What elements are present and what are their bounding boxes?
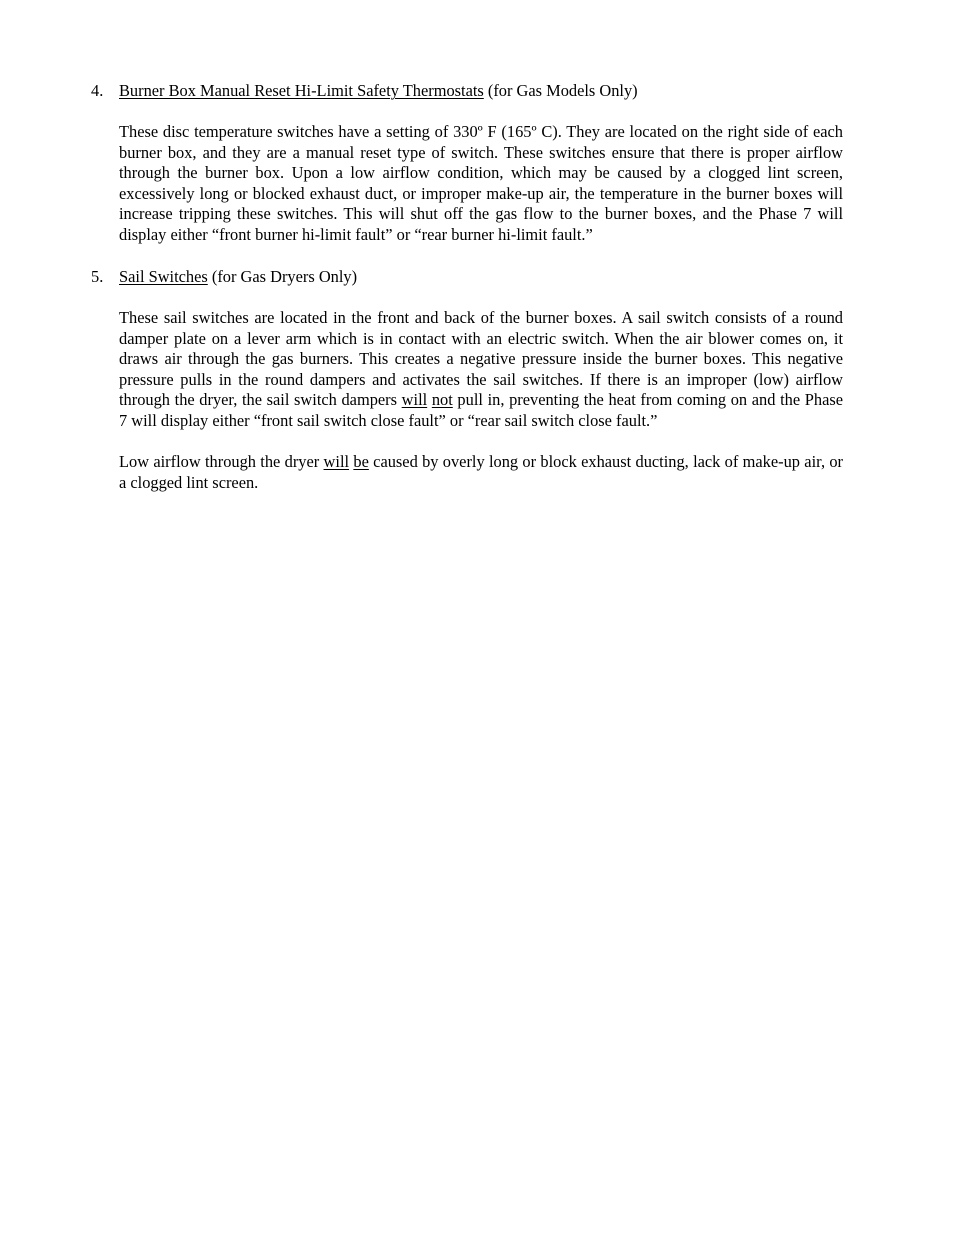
item-5-paragraph-text-1: These sail switches are located in the front and back of the burner boxes. A sail switch consists of a round damper plate on a lever arm which is in contact with an electric switch. When the air blower comes on, it draws air through the gas burners. This creates a negative pressure inside the burner boxes. This negative pressure pulls in the round dampers and activates the sail switches. If there is an improper (low) airflow through the dryer, the sail switch dampers bbox=[119, 308, 843, 410]
item-4-title-suffix: (for Gas Models Only) bbox=[483, 81, 638, 100]
item-5-note-emphasis-be: be bbox=[353, 452, 369, 471]
item-4-title bbox=[119, 81, 638, 102]
item-5-title bbox=[119, 267, 357, 288]
item-4-heading bbox=[91, 81, 843, 102]
item-5-title-underlined: Sail Switches bbox=[119, 267, 208, 286]
item-4-title-underlined: Burner Box Manual Reset Hi-Limit Safety Thermostats bbox=[119, 81, 484, 100]
item-4-number: 4. bbox=[91, 81, 104, 100]
item-5-emphasis-not: not bbox=[431, 390, 453, 410]
item-5-note-emphasis-will: will bbox=[323, 452, 350, 471]
item-5-paragraph bbox=[119, 308, 843, 432]
item-5-title-suffix: (for Gas Dryers Only) bbox=[207, 267, 358, 286]
item-5-note-paragraph bbox=[119, 452, 843, 493]
item-5-number: 5. bbox=[91, 267, 104, 286]
item-5-note-text-2: caused by overly long or block exhaust ducting, lack of make-up air, or a clogged lint screen. bbox=[119, 452, 844, 492]
item-5-heading bbox=[91, 267, 843, 288]
item-4-paragraph: These disc temperature switches have a setting of 330º F (165º C). They are located on the right side of each burner box, and they are a manual reset type of switch. These switches ensure that there is proper airflow through the burner box. Upon a low airflow condition, which may be caused by a clogged lint screen, excessively long or blocked exhaust duct, or improper make-up air, the temperature in the burner boxes will increase tripping these switches. This will shut off the gas flow to the burner boxes, and the Phase 7 will display either “front burner hi-limit fault” or “rear burner hi-limit fault.” bbox=[119, 122, 843, 244]
item-5-note-text-1: Low airflow through the dryer bbox=[119, 452, 324, 471]
item-5-paragraph-text-2: pull in, preventing the heat from coming on and the Phase 7 will display either “front sail switch close fault” or “rear sail switch close fault.” bbox=[119, 390, 843, 430]
item-5-emphasis-will: will bbox=[401, 390, 428, 410]
